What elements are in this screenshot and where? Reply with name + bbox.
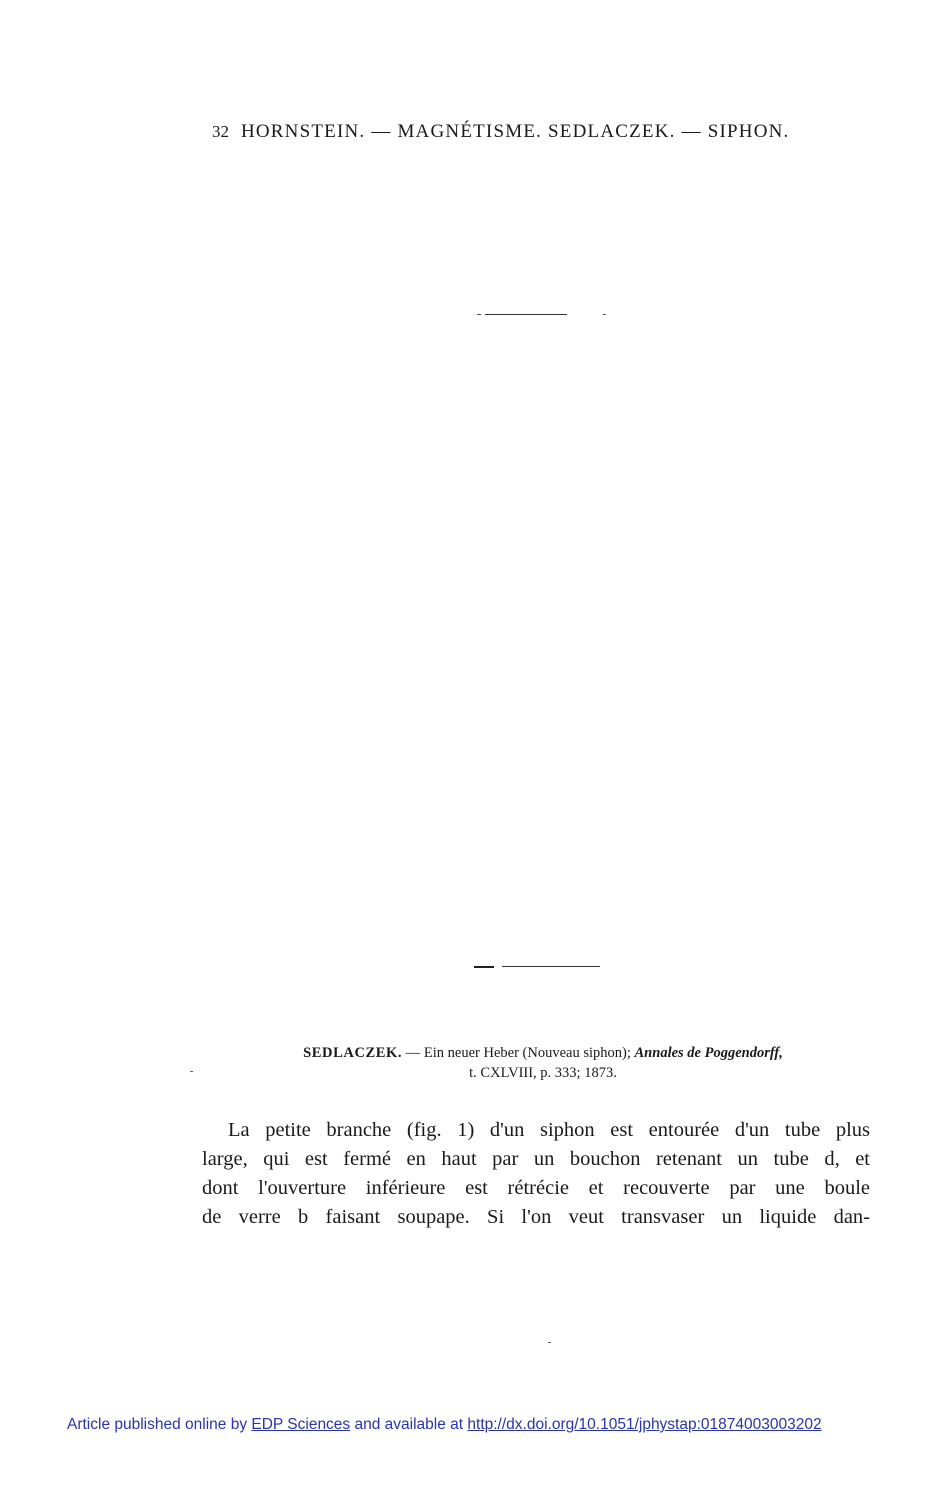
footer-middle: and available at (350, 1416, 468, 1433)
print-speck (190, 1071, 193, 1072)
running-header (212, 121, 852, 143)
body-line: de verre b faisant soupape. Si l'on veut transvaser un liquide dan- (202, 1206, 870, 1228)
page-number: 32 (212, 122, 229, 141)
footer-prefix: Article published online by (67, 1416, 252, 1433)
citation-title: — Ein neuer Heber (Nouveau siphon); (402, 1045, 635, 1061)
article-citation (228, 1043, 858, 1083)
citation-journal: Annales de Poggendorff, (634, 1045, 783, 1061)
body-line: dont l'ouverture inférieure est rétrécie et recouverte par une boule (202, 1177, 870, 1199)
body-line: large, qui est fermé en haut par un bouchon retenant un tube d, et (202, 1148, 870, 1170)
publisher-link[interactable]: EDP Sciences (251, 1416, 351, 1433)
body-paragraph (202, 1116, 870, 1232)
print-speck (548, 1342, 551, 1343)
citation-author: SEDLACZEK. (303, 1045, 403, 1061)
citation-volume: t. CXLVIII, p. 333; 1873. (469, 1065, 617, 1081)
doi-link[interactable]: http://dx.doi.org/10.1051/jphystap:01874003003202 (467, 1416, 822, 1433)
body-line: La petite branche (fig. 1) d'un siphon est entourée d'un tube plus (228, 1119, 870, 1141)
publication-footer (67, 1416, 822, 1434)
running-title: HORNSTEIN. — MAGNÉTISME. SEDLACZEK. — SIPHON. (240, 121, 790, 142)
